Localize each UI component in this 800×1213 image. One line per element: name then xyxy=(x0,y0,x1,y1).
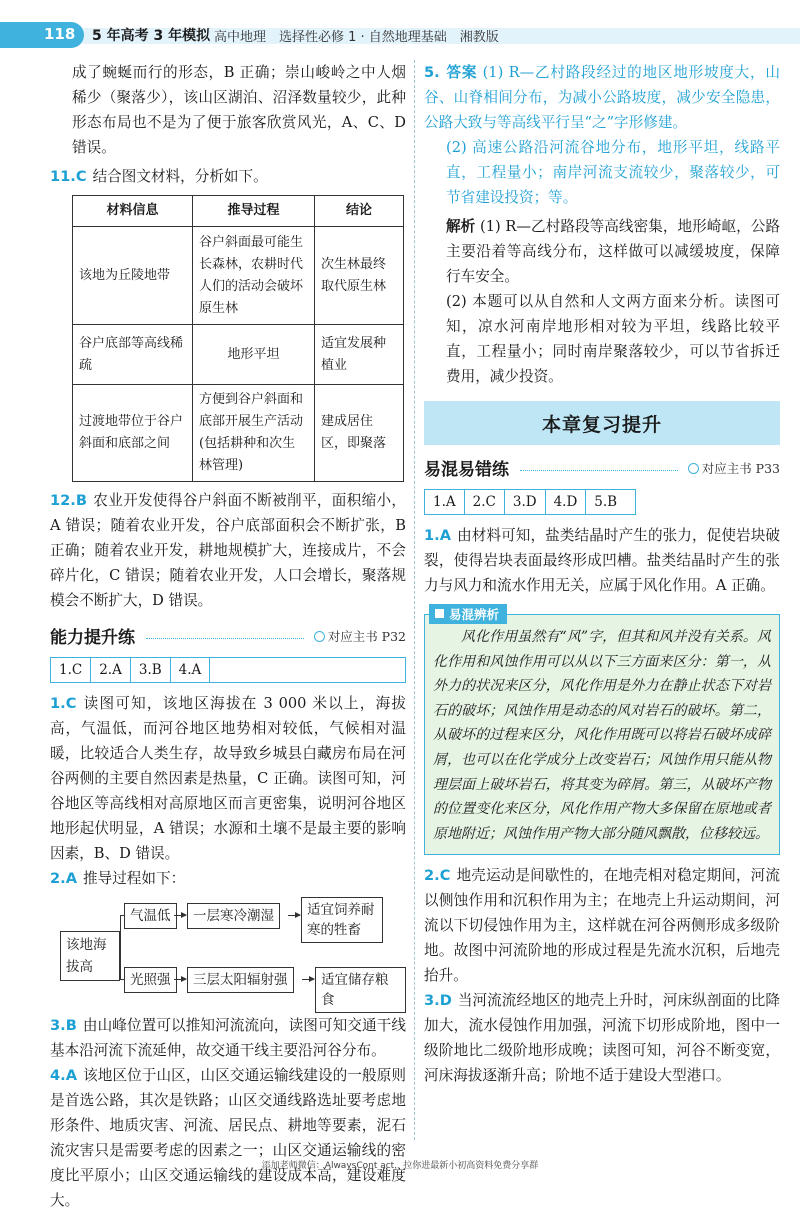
table-header: 推导过程 xyxy=(193,196,315,227)
book-subtitle: 高中地理 选择性必修 1 · 自然地理基础 湘教版 xyxy=(214,30,499,45)
analysis-label: 解析 xyxy=(446,218,476,235)
answer-cell: 2.A xyxy=(91,658,131,682)
table-cell: 该地为丘陵地带 xyxy=(73,227,193,325)
section-dotted-line xyxy=(146,638,304,639)
flow-box: 气温低 xyxy=(124,903,177,929)
table-row xyxy=(73,385,404,482)
table-row xyxy=(73,325,404,385)
answer-number: 4.A xyxy=(50,1067,77,1084)
flow-box: 一层寒冷潮湿 xyxy=(187,903,280,929)
answer-5-number: 5. xyxy=(424,64,440,81)
answer-ability-1 xyxy=(50,691,406,866)
flow-box: 适宜储存粮食 xyxy=(315,967,406,1013)
section-title: 能力提升练 xyxy=(50,628,135,648)
analysis-5-part2: (2) 本题可以从自然和人文两方面来分析。读图可知，凉水河南岸地形相对较为平坦，线路比较平直，工程量小；同时南岸聚落较少，可以节省拆迁费用，减少投资。 xyxy=(446,293,780,385)
answer-text: 当河流流经地区的地壳上升时，河床纵剖面的比降加大，流水侵蚀作用加强，河流下切形成阶地，图中一级阶地比二级阶地形成晚；读图可知，河谷不断变宽，河床海拔逐渐升高；阶地不适于建设大型港口。 xyxy=(424,992,780,1085)
answer-cell: 3.B xyxy=(131,658,171,682)
explanation-tag: 易混辨析 xyxy=(429,604,507,624)
answer-confusion-1 xyxy=(424,523,780,598)
table-cell: 过渡地带位于谷户斜面和底部之间 xyxy=(73,385,193,482)
answer-cell: 4.A xyxy=(171,658,211,682)
answer-ability-4 xyxy=(50,1063,406,1213)
flow-diagram xyxy=(50,897,406,1009)
answer-confusion-3 xyxy=(424,988,780,1088)
answer-strip xyxy=(424,489,636,515)
table-cell: 方便到谷户斜面和底部开展生产活动(包括耕种和次生林管理) xyxy=(193,385,315,482)
flow-arrow xyxy=(302,979,314,980)
answer-cell: 4.D xyxy=(546,490,587,514)
answer-number: 3.D xyxy=(424,992,452,1010)
series-title: 5 年高考 3 年模拟 xyxy=(92,28,211,44)
answer-5-part2: (2) 高速公路沿河流谷地分布，地形平坦，线路平直，工程量小；南岸河流支流较少，聚落较少，可节省建设投资；等。 xyxy=(446,139,780,206)
page-number: 118 xyxy=(44,25,76,43)
answer-text: 读图可知，该地区海拔在 3 000 米以上，海拔高，气温低，而河谷地区地势相对较低，气候相对温暖，比较适合人类生存，故导致乡城县白藏房布局在河谷两侧的主要自然因素是热量，C 正确。读图可知，河谷地区等高线相对高原地区而言更密集，说明河谷地区地形起伏明显，A 错误；水源和土壤不是最主要的影响因素，B、D 错误。 xyxy=(50,695,406,862)
analysis-5 xyxy=(424,214,780,289)
section-dotted-line xyxy=(520,470,678,471)
answer-ability-3 xyxy=(50,1013,406,1063)
answer-text: 推导过程如下： xyxy=(83,870,186,887)
flow-arrow xyxy=(174,915,186,916)
answer-text: 地壳运动是间歇性的，在地壳相对稳定期间，河流以侧蚀作用和沉积作用为主；在地壳上升运动期间，河流以下切侵蚀作用为主，这样就在河谷两侧形成多级阶地。故图中河流阶地的形成过程是先流水沉积，后地壳抬升。 xyxy=(424,867,780,985)
table-cell: 谷户底部等高线稀疏 xyxy=(73,325,193,385)
section-ref xyxy=(688,459,780,477)
section-heading-confusion xyxy=(424,453,780,485)
left-column xyxy=(50,60,406,1213)
table-cell: 地形平坦 xyxy=(193,325,315,385)
section-heading-ability xyxy=(50,621,406,653)
answer-5 xyxy=(424,60,780,135)
table-cell: 建成居住区，即聚落 xyxy=(315,385,404,482)
section-ref xyxy=(314,627,406,645)
table-row xyxy=(73,227,404,325)
answer-11-text: 结合图文材料，分析如下。 xyxy=(92,168,268,185)
intro-paragraph: 成了蜿蜒而行的形态，B 正确；崇山峻岭之中人烟稀少（聚落少），该山区湖泊、沼泽数量较少，此种形态布局也不是为了便于旅客欣赏风光，A、C、D 错误。 xyxy=(72,64,406,156)
table-header: 材料信息 xyxy=(73,196,193,227)
answer-ability-2 xyxy=(50,866,406,891)
answer-11-number: 11.C xyxy=(50,168,87,185)
answer-number: 2.A xyxy=(50,870,77,887)
answer-cell-empty xyxy=(210,658,405,682)
answer-confusion-2 xyxy=(424,863,780,988)
answer-11 xyxy=(50,164,406,189)
answer-number: 1.A xyxy=(424,527,451,544)
answer-12 xyxy=(50,488,406,613)
right-column xyxy=(424,60,780,1088)
magnifier-icon xyxy=(314,631,325,642)
flow-box: 三层太阳辐射强 xyxy=(187,967,294,993)
explanation-text: 风化作用虽然有“风”字，但其和风并没有关系。风化作用和风蚀作用可以从以下三方面来区分：第一，从外力的状况来区分，风化作用是外力在静止状态下对岩石的破坏；风蚀作用是动态的风对岩石的破坏。第二，从破坏的过程来区分，风化作用既可以将岩石破坏成碎屑，也可以在化学成分上改变岩石；风蚀作用只能从物理层面上破坏岩石，将其变为碎屑。第三，从破坏产物的位置变化来区分，风化作用产物大多保留在原地或者原地附近；风蚀作用产物大部分随风飘散，位移较远。 xyxy=(433,629,771,842)
table-cell: 适宜发展种植业 xyxy=(315,325,404,385)
answer-number: 3.B xyxy=(50,1017,77,1034)
explanation-box xyxy=(424,607,780,855)
table-header-row xyxy=(73,196,404,227)
table-header: 结论 xyxy=(315,196,404,227)
analysis-table xyxy=(72,195,404,482)
section-title: 易混易错练 xyxy=(424,460,509,480)
answer-cell: 1.A xyxy=(425,490,465,514)
answer-cell: 3.D xyxy=(505,490,546,514)
answer-label: 答案 xyxy=(445,64,478,81)
flow-arrow xyxy=(174,979,186,980)
magnifier-icon xyxy=(688,463,699,474)
table-cell: 谷户斜面最可能生长森林，农耕时代人们的活动会破坏原生林 xyxy=(193,227,315,325)
flow-box: 光照强 xyxy=(124,967,177,993)
section-ref-text: 对应主书 P32 xyxy=(327,629,406,644)
answer-text: 由山峰位置可以推知河流流向，读图可知交通干线基本沿河流下流延伸，故交通干线主要沿河谷分布。 xyxy=(50,1017,406,1059)
answer-number: 1.C xyxy=(50,695,77,712)
answer-12-text: 农业开发使得谷户斜面不断被削平，面积缩小，A 错误；随着农业开发，谷户底部面积会不断扩张，B 正确；随着农业开发，耕地规模扩大，连接成片，不会碎片化，C 错误；随着农业开发，人口会增长，聚落规模会不断扩大，D 错误。 xyxy=(50,492,406,609)
flow-box: 适宜饲养耐寒的牲畜 xyxy=(301,897,383,943)
page-header xyxy=(0,22,800,48)
answer-number: 2.C xyxy=(424,867,451,885)
page-footer: 添加老师微信：AlwaysCont act，拉你进最新小初高资料免费分享群 xyxy=(261,1161,539,1171)
column-divider xyxy=(414,60,415,1140)
table-cell: 次生林最终取代原生林 xyxy=(315,227,404,325)
answer-12-number: 12.B xyxy=(50,492,87,509)
answer-strip xyxy=(50,657,406,683)
analysis-5-part1: (1) R—乙村路段等高线密集，地形崎岖，公路主要沿着等高线分布，这样做可以减缓坡度，保障行车安全。 xyxy=(446,218,780,285)
answer-text: 该地区位于山区，山区交通运输线建设的一般原则是首选公路，其次是铁路；山区交通线路选址要考虑地形条件、地质灾害、河流、居民点、耕地等要素，泥石流灾害只是需要考虑的因素之一；山区交通运输线的密度比平原小；山区交通运输线的建设成本高，建设难度大。 xyxy=(50,1067,406,1209)
flow-arrow xyxy=(288,915,300,916)
answer-cell: 2.C xyxy=(465,490,505,514)
flow-branch-line xyxy=(120,915,121,979)
chapter-banner xyxy=(424,401,780,445)
flow-root-box: 该地海拔高 xyxy=(60,931,120,981)
answer-cell: 5.B xyxy=(594,494,618,510)
chapter-banner-title: 本章复习提升 xyxy=(541,413,662,436)
answer-5-part1: (1) R—乙村路段经过的地区地形坡度大，山谷、山脊相间分布，为减小公路坡度，减少安全隐患，公路大致与等高线平行呈“之”字形修建。 xyxy=(424,64,780,131)
answer-text: 由材料可知，盐类结晶时产生的张力，促使岩块破裂，使得岩块表面最终形成凹槽。盐类结晶时产生的张力与风力和流水作用无关，应属于风化作用。A 正确。 xyxy=(424,527,780,594)
section-ref-text: 对应主书 P33 xyxy=(701,461,780,476)
answer-cell: 1.C xyxy=(51,658,91,682)
